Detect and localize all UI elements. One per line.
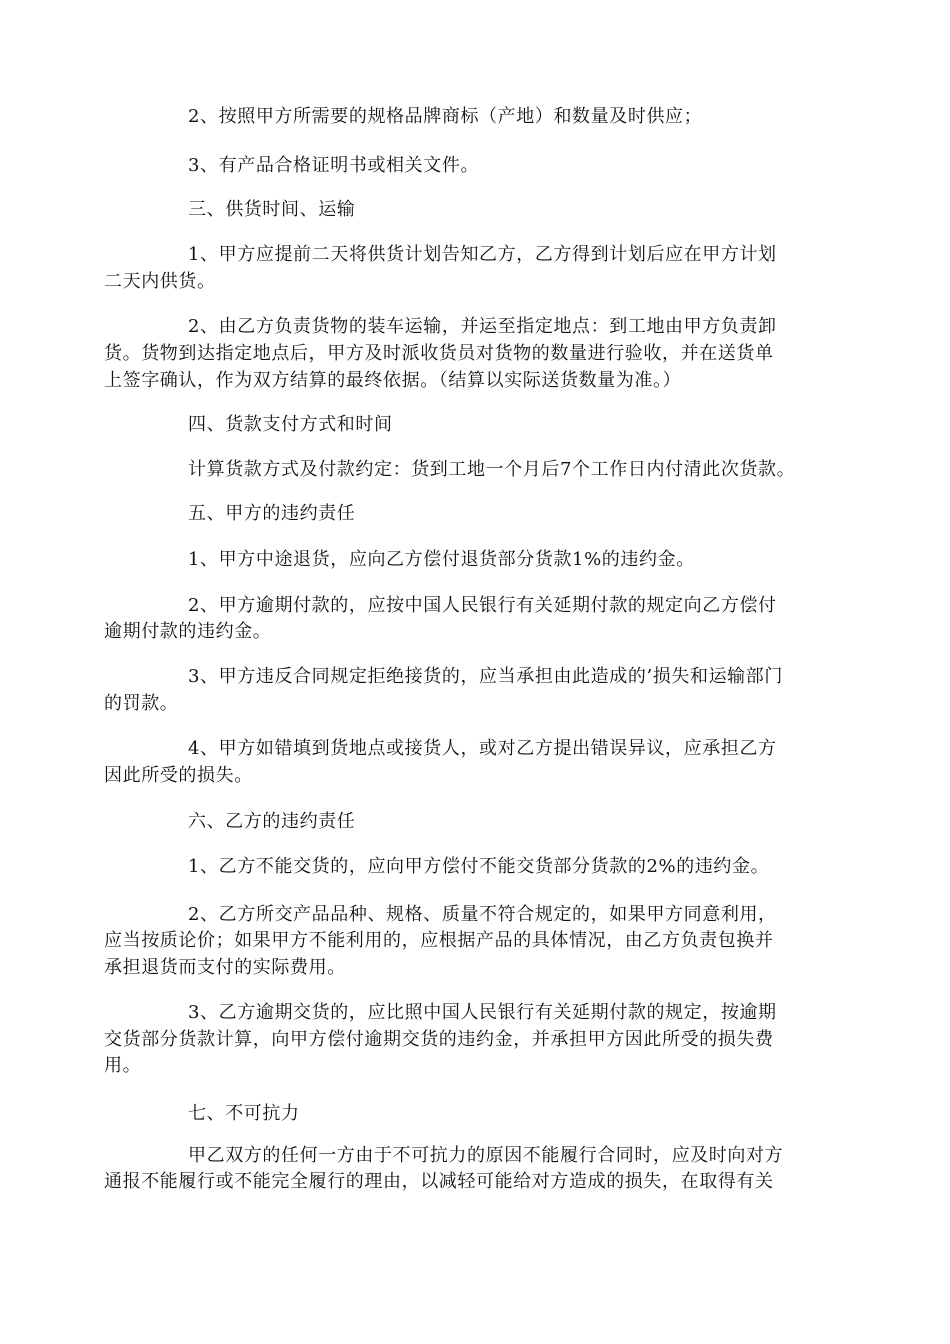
paragraph-line: 3、乙方逾期交货的，应比照中国人民银行有关延期付款的规定，按逾期 [188,1002,777,1023]
paragraph-line: 2、按照甲方所需要的规格品牌商标（产地）和数量及时供应； [188,106,703,127]
paragraph-line: 二天内供货。 [104,271,216,292]
paragraph-line: 3、甲方违反合同规定拒绝接货的，应当承担由此造成的’损失和运输部门 [188,666,783,687]
paragraph-line: 通报不能履行或不能完全履行的理由，以减轻可能给对方造成的损失，在取得有关 [104,1171,774,1192]
paragraph-line: 用。 [104,1055,142,1076]
paragraph-line: 甲乙双方的任何一方由于不可抗力的原因不能履行合同时，应及时向对方 [188,1145,784,1166]
paragraph-line: 1、甲方中途退货，应向乙方偿付退货部分货款1%的违约金。 [188,549,695,570]
paragraph-line: 1、乙方不能交货的，应向甲方偿付不能交货部分货款的2%的违约金。 [188,856,770,877]
paragraph-line: 的罚款。 [104,693,179,714]
paragraph-line: 货。货物到达指定地点后，甲方及时派收货员对货物的数量进行验收，并在送货单 [104,343,774,364]
section-heading: 六、乙方的违约责任 [188,811,356,832]
paragraph-line: 4、甲方如错填到货地点或接货人，或对乙方提出错误异议，应承担乙方 [188,738,777,759]
paragraph-line: 3、有产品合格证明书或相关文件。 [188,155,480,176]
paragraph-line: 逾期付款的违约金。 [104,621,272,642]
paragraph-line: 应当按质论价；如果甲方不能利用的，应根据产品的具体情况，由乙方负责包换并 [104,930,774,951]
paragraph-line: 上签字确认，作为双方结算的最终依据。（结算以实际送货数量为准。） [104,370,682,391]
section-heading: 七、不可抗力 [188,1103,300,1124]
paragraph-line: 2、甲方逾期付款的，应按中国人民银行有关延期付款的规定向乙方偿付 [188,595,777,616]
paragraph-line: 交货部分货款计算，向甲方偿付逾期交货的违约金，并承担甲方因此所受的损失费 [104,1029,774,1050]
section-heading: 五、甲方的违约责任 [188,503,356,524]
paragraph-line: 1、甲方应提前二天将供货计划告知乙方，乙方得到计划后应在甲方计划 [188,244,777,265]
paragraph-line: 计算货款方式及付款约定：货到工地一个月后7个工作日内付清此次货款。 [188,459,796,480]
section-heading: 四、货款支付方式和时间 [188,414,393,435]
paragraph-line: 承担退货而支付的实际费用。 [104,957,346,978]
paragraph-line: 2、由乙方负责货物的装车运输，并运至指定地点：到工地由甲方负责卸 [188,316,777,337]
paragraph-line: 因此所受的损失。 [104,765,253,786]
paragraph-line: 2、乙方所交产品品种、规格、质量不符合规定的，如果甲方同意利用， [188,904,777,925]
section-heading: 三、供货时间、运输 [188,199,356,220]
